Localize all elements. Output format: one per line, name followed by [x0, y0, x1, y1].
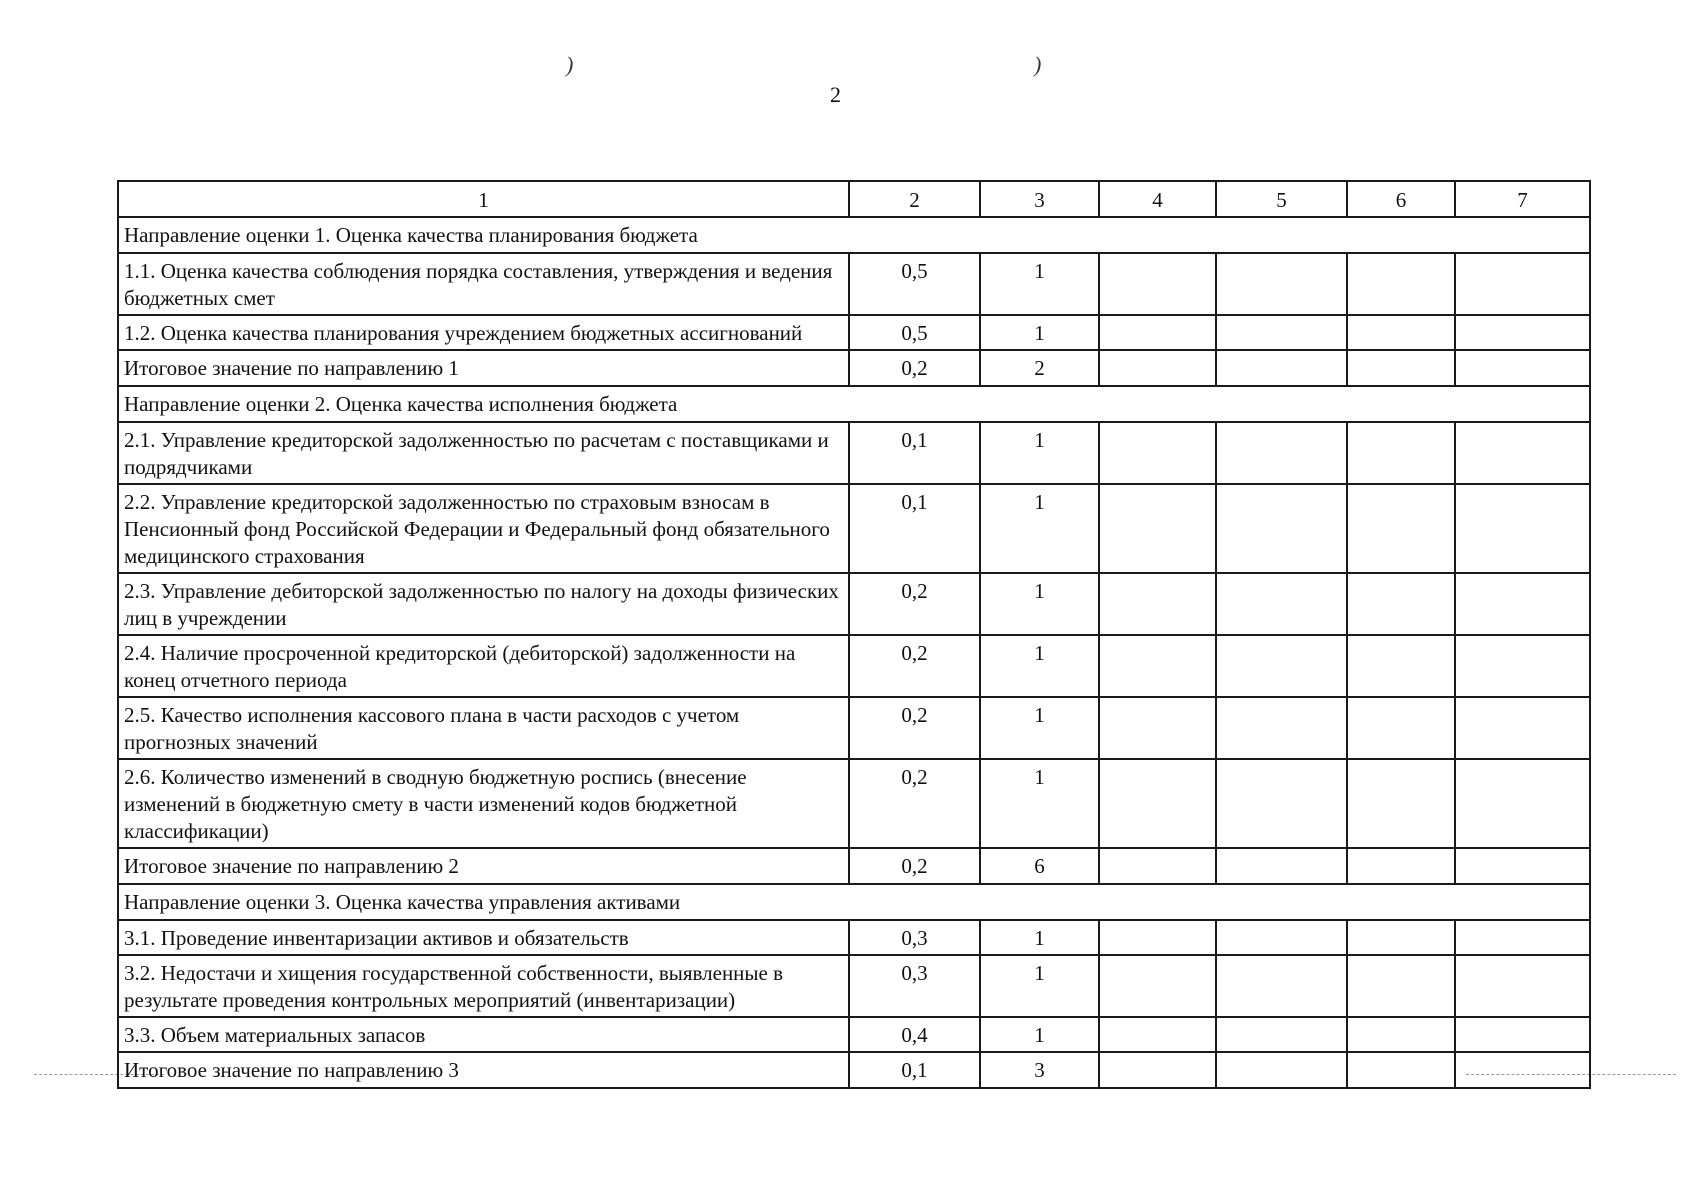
empty-cell — [1347, 350, 1455, 386]
empty-cell — [1455, 315, 1590, 350]
empty-cell — [1216, 484, 1347, 573]
empty-cell — [1455, 635, 1590, 697]
empty-cell — [1347, 635, 1455, 697]
indicator-value: 1 — [980, 315, 1099, 350]
empty-cell — [1347, 253, 1455, 315]
total-weight: 0,2 — [849, 848, 980, 884]
total-value: 6 — [980, 848, 1099, 884]
indicator-label: 3.1. Проведение инвентаризации активов и обязательств — [118, 920, 849, 955]
indicator-label: 1.2. Оценка качества планирования учреждением бюджетных ассигнований — [118, 315, 849, 350]
indicator-value: 1 — [980, 422, 1099, 484]
total-value: 2 — [980, 350, 1099, 386]
indicator-value: 1 — [980, 697, 1099, 759]
scan-mark-right: ) — [1034, 52, 1042, 77]
indicator-weight: 0,4 — [849, 1017, 980, 1052]
section-row — [118, 217, 1590, 253]
empty-cell — [1099, 422, 1216, 484]
empty-cell — [1347, 848, 1455, 884]
empty-cell — [1455, 484, 1590, 573]
total-weight: 0,2 — [849, 350, 980, 386]
page-number: 2 — [830, 82, 841, 107]
empty-cell — [1455, 920, 1590, 955]
empty-cell — [1347, 315, 1455, 350]
empty-cell — [1099, 350, 1216, 386]
indicator-value: 1 — [980, 484, 1099, 573]
empty-cell — [1099, 315, 1216, 350]
empty-cell — [1216, 635, 1347, 697]
empty-cell — [1455, 697, 1590, 759]
empty-cell — [1455, 759, 1590, 848]
empty-cell — [1216, 759, 1347, 848]
indicator-weight: 0,3 — [849, 920, 980, 955]
table-row — [118, 573, 1590, 635]
total-row — [118, 350, 1590, 386]
indicator-weight: 0,5 — [849, 315, 980, 350]
column-header: 2 — [849, 181, 980, 217]
indicator-label: 2.1. Управление кредиторской задолженностью по расчетам с поставщиками и подрядчиками — [118, 422, 849, 484]
column-number-row — [118, 181, 1590, 217]
empty-cell — [1347, 573, 1455, 635]
section-row — [118, 386, 1590, 422]
empty-cell — [1216, 315, 1347, 350]
indicator-weight: 0,1 — [849, 484, 980, 573]
empty-cell — [1347, 422, 1455, 484]
empty-cell — [1216, 848, 1347, 884]
empty-cell — [1216, 1052, 1347, 1088]
indicator-label: 2.3. Управление дебиторской задолженностью по налогу на доходы физических лиц в учреждении — [118, 573, 849, 635]
indicator-label: 1.1. Оценка качества соблюдения порядка составления, утверждения и ведения бюджетных смет — [118, 253, 849, 315]
empty-cell — [1455, 573, 1590, 635]
empty-cell — [1455, 1017, 1590, 1052]
indicator-label: 2.5. Качество исполнения кассового плана в части расходов с учетом прогнозных значений — [118, 697, 849, 759]
indicator-weight: 0,5 — [849, 253, 980, 315]
total-label: Итоговое значение по направлению 2 — [118, 848, 849, 884]
empty-cell — [1099, 848, 1216, 884]
table-row — [118, 635, 1590, 697]
indicator-value: 1 — [980, 573, 1099, 635]
empty-cell — [1099, 253, 1216, 315]
column-header: 7 — [1455, 181, 1590, 217]
table-row — [118, 315, 1590, 350]
indicator-weight: 0,2 — [849, 697, 980, 759]
column-header: 5 — [1216, 181, 1347, 217]
table-row — [118, 422, 1590, 484]
empty-cell — [1216, 573, 1347, 635]
total-weight: 0,1 — [849, 1052, 980, 1088]
total-label: Итоговое значение по направлению 3 — [118, 1052, 849, 1088]
empty-cell — [1455, 253, 1590, 315]
indicator-weight: 0,2 — [849, 573, 980, 635]
empty-cell — [1455, 848, 1590, 884]
section-title: Направление оценки 1. Оценка качества планирования бюджета — [118, 217, 1590, 253]
empty-cell — [1216, 920, 1347, 955]
table-row — [118, 759, 1590, 848]
empty-cell — [1455, 422, 1590, 484]
column-header: 1 — [118, 181, 849, 217]
empty-cell — [1099, 1017, 1216, 1052]
empty-cell — [1347, 955, 1455, 1017]
section-row — [118, 884, 1590, 920]
indicator-value: 1 — [980, 253, 1099, 315]
empty-cell — [1455, 955, 1590, 1017]
table-row — [118, 484, 1590, 573]
indicator-weight: 0,3 — [849, 955, 980, 1017]
indicator-value: 1 — [980, 1017, 1099, 1052]
column-header: 4 — [1099, 181, 1216, 217]
empty-cell — [1099, 955, 1216, 1017]
empty-cell — [1099, 759, 1216, 848]
empty-cell — [1347, 1052, 1455, 1088]
empty-cell — [1099, 697, 1216, 759]
table-row — [118, 1017, 1590, 1052]
section-title: Направление оценки 3. Оценка качества управления активами — [118, 884, 1590, 920]
indicator-weight: 0,1 — [849, 422, 980, 484]
indicator-label: 2.2. Управление кредиторской задолженностью по страховым взносам в Пенсионный фонд Российской Федерации и Федеральный фонд обязательного медицинского страхования — [118, 484, 849, 573]
empty-cell — [1347, 1017, 1455, 1052]
table-row — [118, 253, 1590, 315]
total-row — [118, 1052, 1590, 1088]
table-row — [118, 955, 1590, 1017]
empty-cell — [1216, 350, 1347, 386]
section-title: Направление оценки 2. Оценка качества исполнения бюджета — [118, 386, 1590, 422]
empty-cell — [1216, 955, 1347, 1017]
indicator-value: 1 — [980, 759, 1099, 848]
indicator-label: 3.2. Недостачи и хищения государственной собственности, выявленные в результате проведения контрольных мероприятий (инвентаризации) — [118, 955, 849, 1017]
empty-cell — [1216, 1017, 1347, 1052]
empty-cell — [1099, 484, 1216, 573]
indicator-weight: 0,2 — [849, 759, 980, 848]
column-header: 6 — [1347, 181, 1455, 217]
empty-cell — [1216, 697, 1347, 759]
empty-cell — [1347, 484, 1455, 573]
empty-cell — [1347, 920, 1455, 955]
empty-cell — [1099, 635, 1216, 697]
evaluation-table — [117, 180, 1591, 1089]
empty-cell — [1099, 1052, 1216, 1088]
empty-cell — [1347, 759, 1455, 848]
indicator-label: 2.4. Наличие просроченной кредиторской (дебиторской) задолженности на конец отчетного периода — [118, 635, 849, 697]
table-row — [118, 920, 1590, 955]
empty-cell — [1099, 573, 1216, 635]
indicator-value: 1 — [980, 635, 1099, 697]
total-label: Итоговое значение по направлению 1 — [118, 350, 849, 386]
empty-cell — [1216, 253, 1347, 315]
indicator-label: 3.3. Объем материальных запасов — [118, 1017, 849, 1052]
empty-cell — [1347, 697, 1455, 759]
total-row — [118, 848, 1590, 884]
empty-cell — [1099, 920, 1216, 955]
indicator-label: 2.6. Количество изменений в сводную бюджетную роспись (внесение изменений в бюджетную смету в части изменений кодов бюджетной классификации) — [118, 759, 849, 848]
empty-cell — [1455, 350, 1590, 386]
table-row — [118, 697, 1590, 759]
empty-cell — [1216, 422, 1347, 484]
indicator-weight: 0,2 — [849, 635, 980, 697]
column-header: 3 — [980, 181, 1099, 217]
total-value: 3 — [980, 1052, 1099, 1088]
indicator-value: 1 — [980, 920, 1099, 955]
indicator-value: 1 — [980, 955, 1099, 1017]
scan-mark-left: ) — [566, 52, 574, 77]
empty-cell — [1455, 1052, 1590, 1088]
